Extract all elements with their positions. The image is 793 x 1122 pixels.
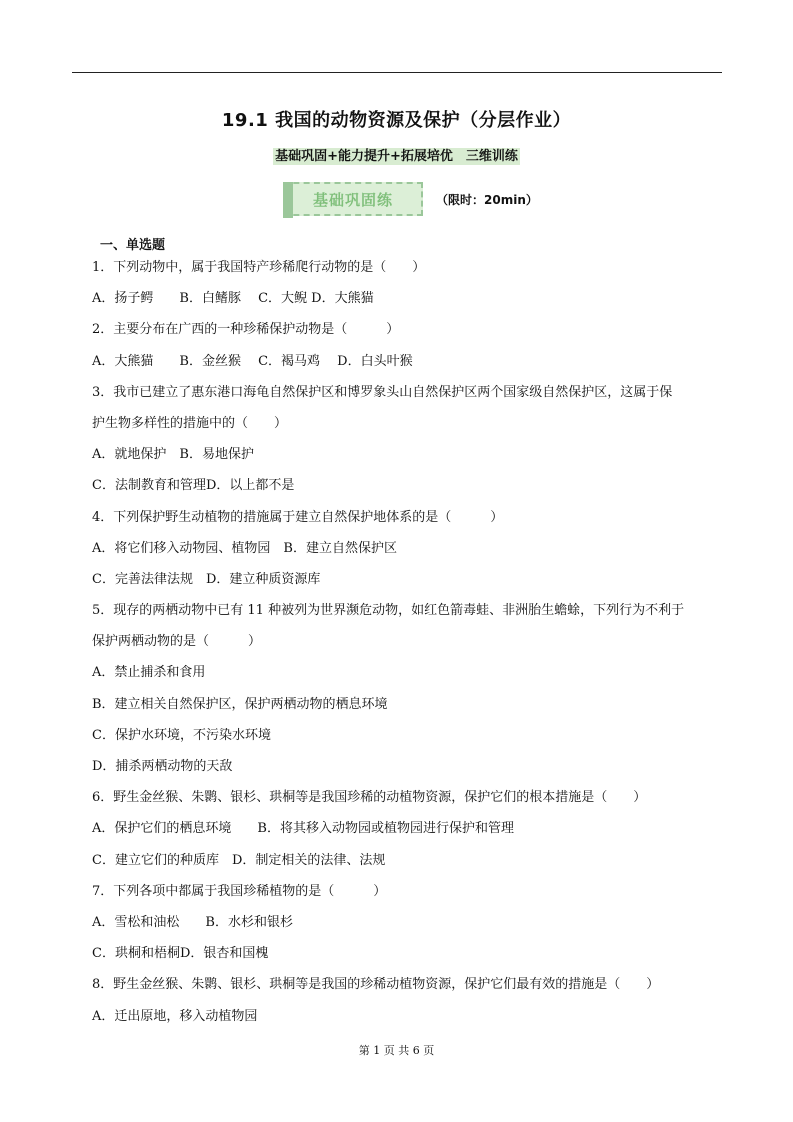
question-line: C．完善法律法规 D．建立种质资源库 xyxy=(92,571,321,587)
question-line: 6．野生金丝猴、朱鹮、银杉、珙桐等是我国珍稀的动植物资源，保护它们的根本措施是（ ） xyxy=(92,790,647,806)
question-line: 7．下列各项中都属于我国珍稀植物的是（ ） xyxy=(92,883,387,899)
question-line: 护生物多样性的措施中的（ ） xyxy=(92,415,288,431)
question-line: A．禁止捕杀和食用 xyxy=(92,665,206,681)
section-banner xyxy=(283,182,423,216)
question-line: A．扬子鳄 B．白鳍豚 C．大鲵 D．大熊猫 xyxy=(92,291,374,307)
question-line: C．建立它们的种质库 D．制定相关的法律、法规 xyxy=(92,852,386,868)
subtitle-text: 基础巩固+能力提升+拓展培优 三维训练 xyxy=(275,149,518,164)
question-line: A．迁出原地，移入动植物园 xyxy=(92,1008,258,1024)
section-banner-label: 基础巩固练 xyxy=(312,190,393,209)
page-title: 19.1 我国的动物资源及保护（分层作业） xyxy=(221,110,572,131)
page-subtitle xyxy=(0,145,793,164)
section-heading: 一、单选题 xyxy=(100,238,166,253)
question-line: 8．野生金丝猴、朱鹮、银杉、珙桐等是我国的珍稀动植物资源，保护它们最有效的措施是（ ） xyxy=(92,977,660,993)
question-line: C．法制教育和管理D．以上都不是 xyxy=(92,478,295,494)
question-line: D．捕杀两栖动物的天敌 xyxy=(92,759,233,774)
question-line: 5．现存的两栖动物中已有 11 种被列为世界濒危动物，如红色箭毒蛙、非洲胎生蟾蜍，下列行为不利于 xyxy=(92,603,685,619)
time-limit: （限时：20min） xyxy=(436,193,538,207)
page-footer: 第 1 页 共 6 页 xyxy=(358,1044,435,1057)
question-line: B．建立相关自然保护区，保护两栖动物的栖息环境 xyxy=(92,696,388,712)
question-line: C．珙桐和梧桐D．银杏和国槐 xyxy=(92,946,269,962)
question-line: 保护两栖动物的是（ ） xyxy=(92,634,262,650)
question-list xyxy=(92,258,732,1038)
question-line: C．保护水环境，不污染水环境 xyxy=(92,727,271,743)
question-line: A．就地保护 B．易地保护 xyxy=(92,447,254,463)
question-line: 3．我市已建立了惠东港口海龟自然保护区和博罗象头山自然保护区两个国家级自然保护区，这属于保 xyxy=(92,384,673,400)
question-line: A．将它们移入动物园、植物园 B．建立自然保护区 xyxy=(92,540,397,556)
question-line: 4．下列保护野生动植物的措施属于建立自然保护地体系的是（ ） xyxy=(92,509,504,525)
question-line: 1．下列动物中，属于我国特产珍稀爬行动物的是（ ） xyxy=(92,260,426,275)
question-line: 2．主要分布在广西的一种珍稀保护动物是（ ） xyxy=(92,322,400,338)
question-line: A．雪松和油松 B．水杉和银杉 xyxy=(92,914,293,930)
question-line: A．大熊猫 B．金丝猴 C．褐马鸡 D．白头叶猴 xyxy=(92,353,413,369)
header-rule xyxy=(72,72,722,73)
question-line: A．保护它们的栖息环境 B．将其移入动物园或植物园进行保护和管理 xyxy=(92,821,514,837)
